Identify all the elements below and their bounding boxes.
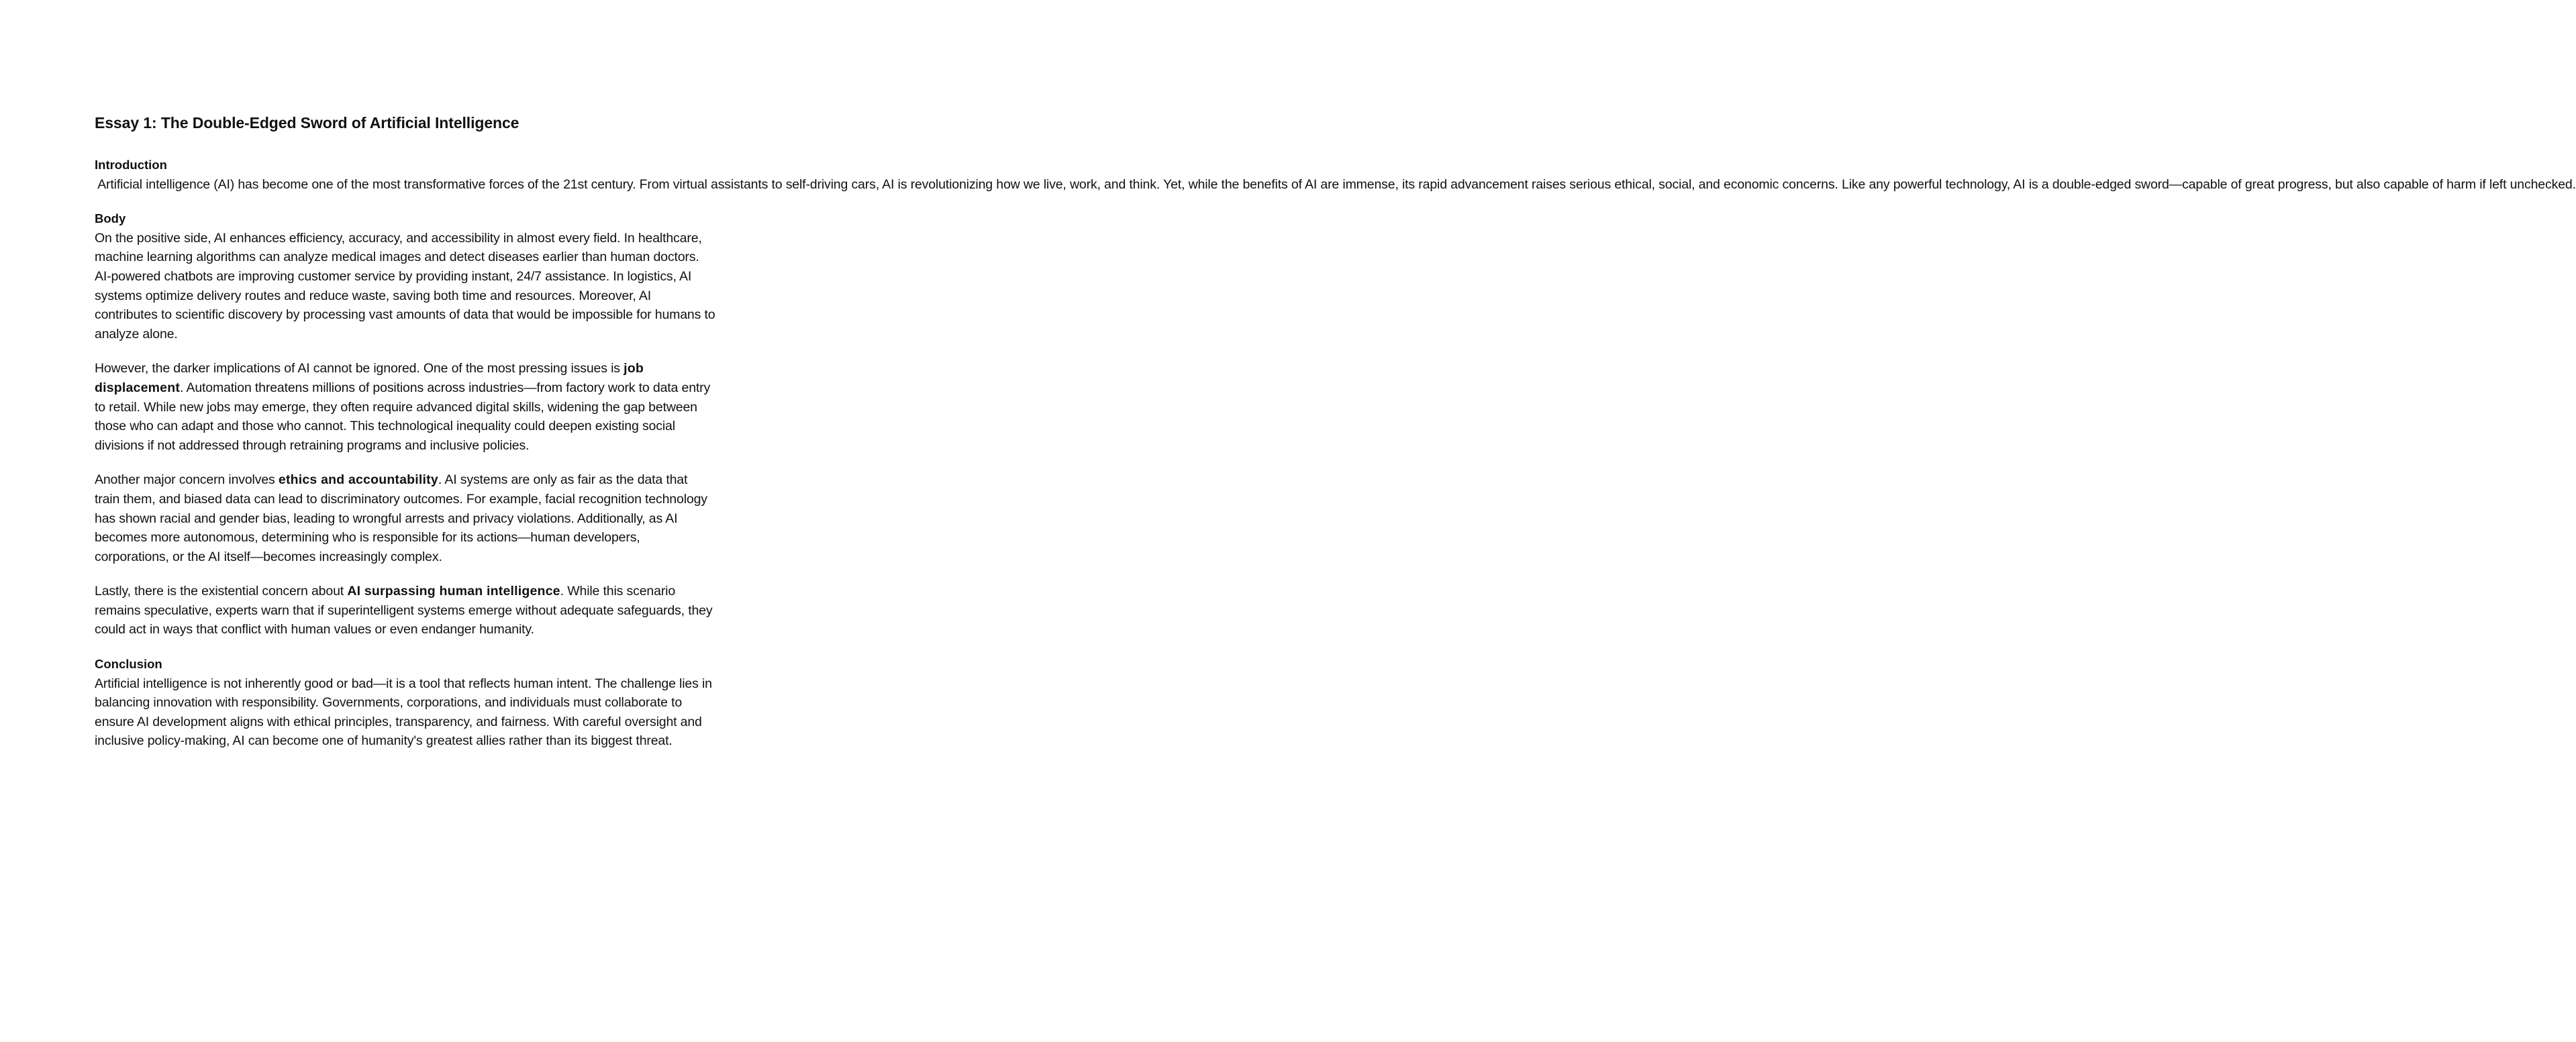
introduction-heading: Introduction [95,158,167,172]
conclusion-text: Artificial intelligence is not inherently good or bad—it is a tool that reflects human intent. The challenge lies in balancing innovation with responsibility. Governments, corporations, and individuals must collaborate to ensure AI development aligns with ethical principles, transparency, and fairness. With careful oversight and inclusive policy-making, AI can become one of humanity's greatest allies rather than its biggest threat. [95,676,712,749]
body-paragraph-3 [95,470,715,566]
body-heading: Body [95,211,126,226]
body-paragraph-1-text: On the positive side, AI enhances efficiency, accuracy, and accessibility in almost every field. In healthcare, machine learning algorithms can analyze medical images and detect diseases earlier than human doctors. AI-powered chatbots are improving customer service by providing instant, 24/7 assistance. In logistics, AI systems optimize delivery routes and reduce waste, saving both time and resources. Moreover, AI contributes to scientific discovery by processing vast amounts of data that would be impossible for humans to analyze alone. [95,230,715,342]
conclusion-heading: Conclusion [95,657,162,672]
body-paragraph-3-after: . AI systems are only as fair as the data that train them, and biased data can lead to discriminatory outcomes. For example, facial recognition technology has shown racial and gender bias, leading to wrongful arrests and privacy violations. Additionally, as AI becomes more autonomous, determining who is responsible for its actions—human developers, corporations, or the AI itself—becomes increasingly complex. [95,472,707,564]
introduction-text: Artificial intelligence (AI) has become one of the most transformative forces of the 21st century. From virtual assistants to self-driving cars, AI is revolutionizing how we live, work, and think. Yet, while the benefits of AI are immense, its rapid advancement raises serious ethical, social, and economic concerns. Like any powerful technology, AI is a double-edged sword—capable of great progress, but also capable of harm if left unchecked. [95,176,2576,192]
body-paragraph-2-before: However, the darker implications of AI cannot be ignored. One of the most pressing issues is [95,361,624,376]
conclusion-paragraph [95,674,715,751]
body-paragraph-2-after: . Automation threatens millions of positions across industries—from factory work to data entry to retail. While new jobs may emerge, they often require advanced digital skills, widening the gap between those who can adapt and those who cannot. This technological inequality could deepen existing social divisions if not addressed through retraining programs and inclusive policies. [95,380,711,453]
body-paragraph-4-after: . While this scenario remains speculative, experts warn that if superintelligent systems emerge without adequate safeguards, they could act in ways that conflict with human values or even endanger humanity. [95,584,713,637]
introduction-paragraph [95,175,2576,195]
document-title: Essay 1: The Double-Edged Sword of Artificial Intelligence [95,114,519,132]
body-paragraph-1 [95,229,715,344]
body-paragraph-4-before: Lastly, there is the existential concern about [95,584,348,599]
body-paragraph-3-before: Another major concern involves [95,472,279,488]
body-paragraph-4-bold: AI surpassing human intelligence [347,584,560,599]
body-paragraph-3-bold: ethics and accountability [278,472,438,488]
body-paragraph-4 [95,582,715,639]
body-paragraph-2 [95,359,715,455]
body-paragraph-2-bold: job displacement [95,361,644,395]
document-page [95,111,2576,766]
